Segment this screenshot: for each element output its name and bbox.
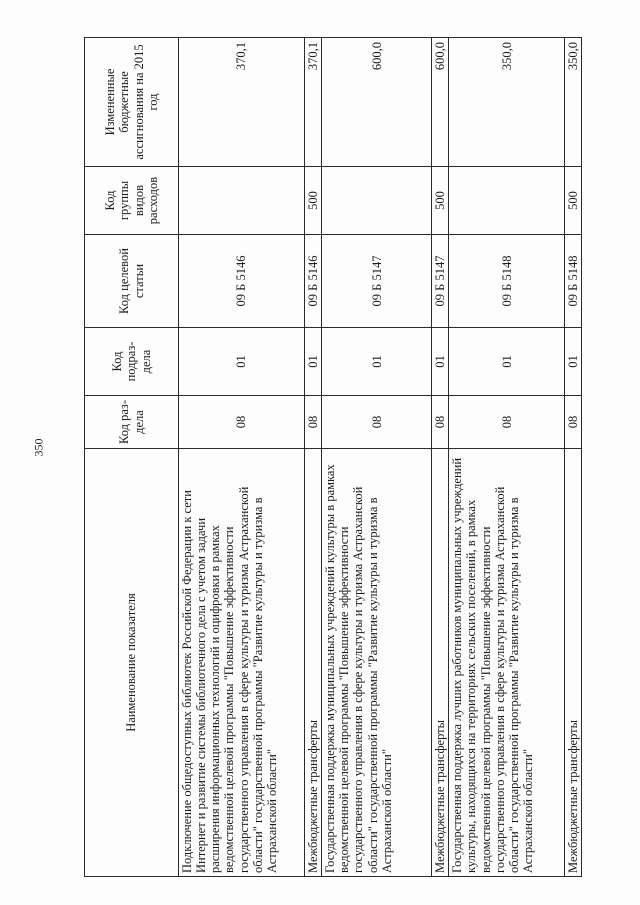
cell-target-article: 09 Б 5148: [449, 235, 565, 328]
cell-expense-group: [179, 167, 305, 235]
cell-section: 08: [565, 396, 582, 449]
cell-amount: 350,0: [565, 38, 582, 167]
budget-table: [84, 37, 582, 877]
page-number: 350: [31, 438, 46, 457]
cell-name: Межбюджетные трансферты: [432, 449, 449, 877]
cell-expense-group: 500: [432, 167, 449, 235]
cell-subsection: 01: [565, 328, 582, 396]
table-row: [305, 38, 322, 877]
cell-amount: 600,0: [432, 38, 449, 167]
cell-name: Государственная поддержка лучших работников муниципальных учреждений культуры, находящихся на территориях сельских поселений, в рамках ведомственной целевой программы "Повышение эффективности государственного управления в сфере культуры и туризма Астраханской области" государственной программы "Развитие культуры и туризма в Астраханской области": [449, 449, 565, 877]
cell-target-article: 09 Б 5147: [322, 235, 432, 328]
cell-target-article: 09 Б 5148: [565, 235, 582, 328]
table-row: [179, 38, 305, 877]
cell-name: Межбюджетные трансферты: [565, 449, 582, 877]
table-row: [449, 38, 565, 877]
cell-amount: 600,0: [322, 38, 432, 167]
cell-expense-group: 500: [565, 167, 582, 235]
cell-expense-group: [322, 167, 432, 235]
header-target-article: Код целевой статьи: [85, 235, 179, 328]
cell-name: Государственная поддержка муниципальных учреждений культуры в рамках ведомственной целевой программы "Повышение эффективности государственного управления в сфере культуры и туризма Астраханской области" государственной программы "Развитие культуры и туризма в Астраханской области": [322, 449, 432, 877]
header-amount: Измененные бюджетные ассигнования на 2015 год: [85, 38, 179, 167]
cell-target-article: 09 Б 5146: [305, 235, 322, 328]
table-row: [432, 38, 449, 877]
cell-subsection: 01: [179, 328, 305, 396]
header-expense-group: Код группы видов расходов: [85, 167, 179, 235]
cell-expense-group: [449, 167, 565, 235]
header-name: Наименование показателя: [85, 449, 179, 877]
cell-target-article: 09 Б 5146: [179, 235, 305, 328]
table-row: [322, 38, 432, 877]
cell-amount: 350,0: [449, 38, 565, 167]
table-row: [565, 38, 582, 877]
cell-section: 08: [305, 396, 322, 449]
cell-subsection: 01: [322, 328, 432, 396]
cell-name: Межбюджетные трансферты: [305, 449, 322, 877]
cell-expense-group: 500: [305, 167, 322, 235]
cell-name: Подключение общедоступных библиотек Российской Федерации к сети Интернет и развитие системы библиотечного дела с учетом задачи расширения информационных технологий и оцифровки в рамках ведомственной целевой программы "Повышение эффективности государственного управления в сфере культуры и туризма Астраханской области" государственной программы "Развитие культуры и туризма в Астраханской области": [179, 449, 305, 877]
cell-section: 08: [179, 396, 305, 449]
cell-amount: 370,1: [179, 38, 305, 167]
cell-amount: 370,1: [305, 38, 322, 167]
cell-subsection: 01: [305, 328, 322, 396]
cell-subsection: 01: [432, 328, 449, 396]
cell-section: 08: [432, 396, 449, 449]
cell-section: 08: [449, 396, 565, 449]
header-subsection: Код подраз-дела: [85, 328, 179, 396]
cell-target-article: 09 Б 5147: [432, 235, 449, 328]
rotated-table-container: [84, 38, 581, 877]
cell-subsection: 01: [449, 328, 565, 396]
cell-section: 08: [322, 396, 432, 449]
table-header-row: [85, 38, 179, 877]
header-section: Код раз-дела: [85, 396, 179, 449]
